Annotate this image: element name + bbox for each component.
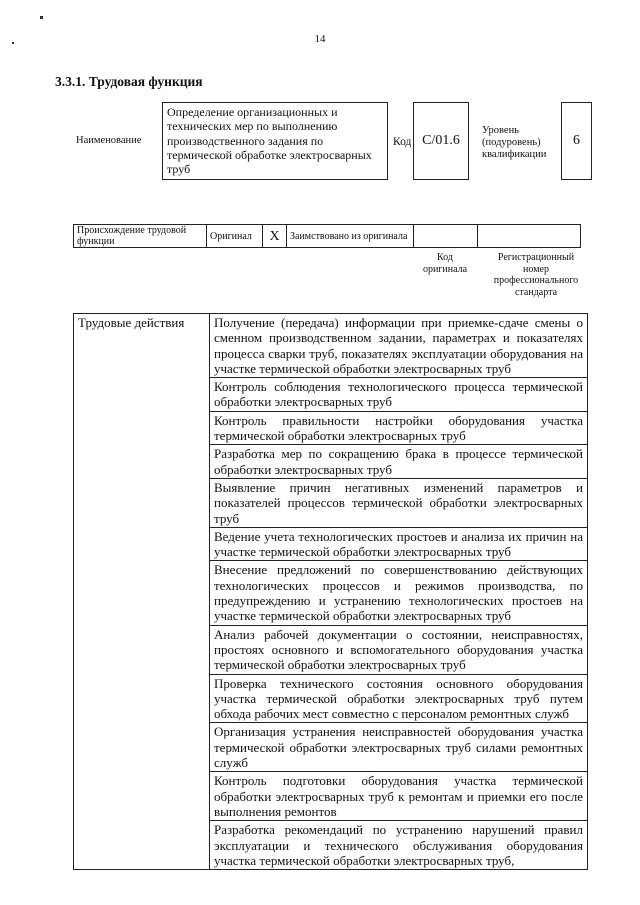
- labor-action-item: Разработка рекомендаций по устранению нарушений правил эксплуатации и технического обслуживания оборудования участка термической обработки электросварных труб,: [210, 821, 588, 870]
- origin-table: [73, 224, 581, 248]
- labor-action-item: Внесение предложений по совершенствованию действующих технологических процессов и режимов производства, по предупреждению и устранению технологических простоев на участке термической обработки электросварных труб: [210, 561, 588, 625]
- labor-action-item: Организация устранения неисправностей оборудования участка термической обработки электросварных труб силами ремонтных служб: [210, 723, 588, 772]
- function-code-value: С/01.6: [422, 133, 460, 148]
- name-label: Наименование: [76, 135, 142, 146]
- level-box: [561, 102, 592, 180]
- original-mark-cell: X: [263, 225, 287, 248]
- labor-action-item: Получение (передача) информации при приемке-сдаче смены о сменном производственном задании, параметрах и показателях процесса сварки труб, показателях эксплуатации оборудования на участке термической обработки электросварных труб: [210, 314, 588, 378]
- code-label: Код: [393, 136, 412, 148]
- section-title: 3.3.1. Трудовая функция: [55, 74, 203, 89]
- labor-actions-label: Трудовые действия: [74, 314, 210, 870]
- labor-action-item: Проверка технического состояния основного оборудования участка термической обработки электросварных труб путем обхода рабочих мест совместно с персоналом ремонтных служб: [210, 674, 588, 723]
- reg-caption: Регистрационный номер профессионального стандарта: [493, 252, 579, 298]
- labor-actions-table: [73, 313, 588, 870]
- page-number: 14: [314, 33, 326, 45]
- labor-action-item: Контроль подготовки оборудования участка термической обработки электросварных труб к ремонтам и приемки его после выполнения ремонтов: [210, 772, 588, 821]
- labor-action-item: Выявление причин негативных изменений параметров и показателей процессов термической обработки электросварных труб: [210, 478, 588, 527]
- level-label: Уровень (подуровень) квалификации: [482, 125, 547, 160]
- table-row: [74, 314, 588, 378]
- labor-action-item: Ведение учета технологических простоев и анализа их причин на участке термической обработки электросварных труб: [210, 527, 588, 561]
- origin-label-cell: Происхождение трудовой функции: [74, 225, 207, 248]
- reg-number-cell: [478, 225, 581, 248]
- function-name-text: Определение организационных и технических мер по выполнению производственного задания по термической обработке электросварных труб: [167, 105, 372, 177]
- borrowed-cell: Заимствовано из оригинала: [287, 225, 414, 248]
- labor-action-item: Контроль соблюдения технологического процесса термической обработки электросварных труб: [210, 378, 588, 412]
- labor-action-item: Анализ рабочей документации о состоянии, неисправностях, простоях основного и вспомогательного оборудования участка термической обработки электросварных труб: [210, 625, 588, 674]
- level-value: 6: [573, 133, 580, 148]
- labor-action-item: Разработка мер по сокращению брака в процессе термической обработки электросварных труб: [210, 445, 588, 479]
- labor-action-item: Контроль правильности настройки оборудования участка термической обработки электросварных труб: [210, 411, 588, 445]
- scan-mark: [40, 16, 43, 19]
- original-code-cell: [414, 225, 478, 248]
- code-caption: Код оригинала: [422, 252, 468, 275]
- original-cell: Оригинал: [207, 225, 263, 248]
- function-name-box: [162, 102, 388, 180]
- origin-row: [74, 225, 581, 248]
- function-code-box: [413, 102, 469, 180]
